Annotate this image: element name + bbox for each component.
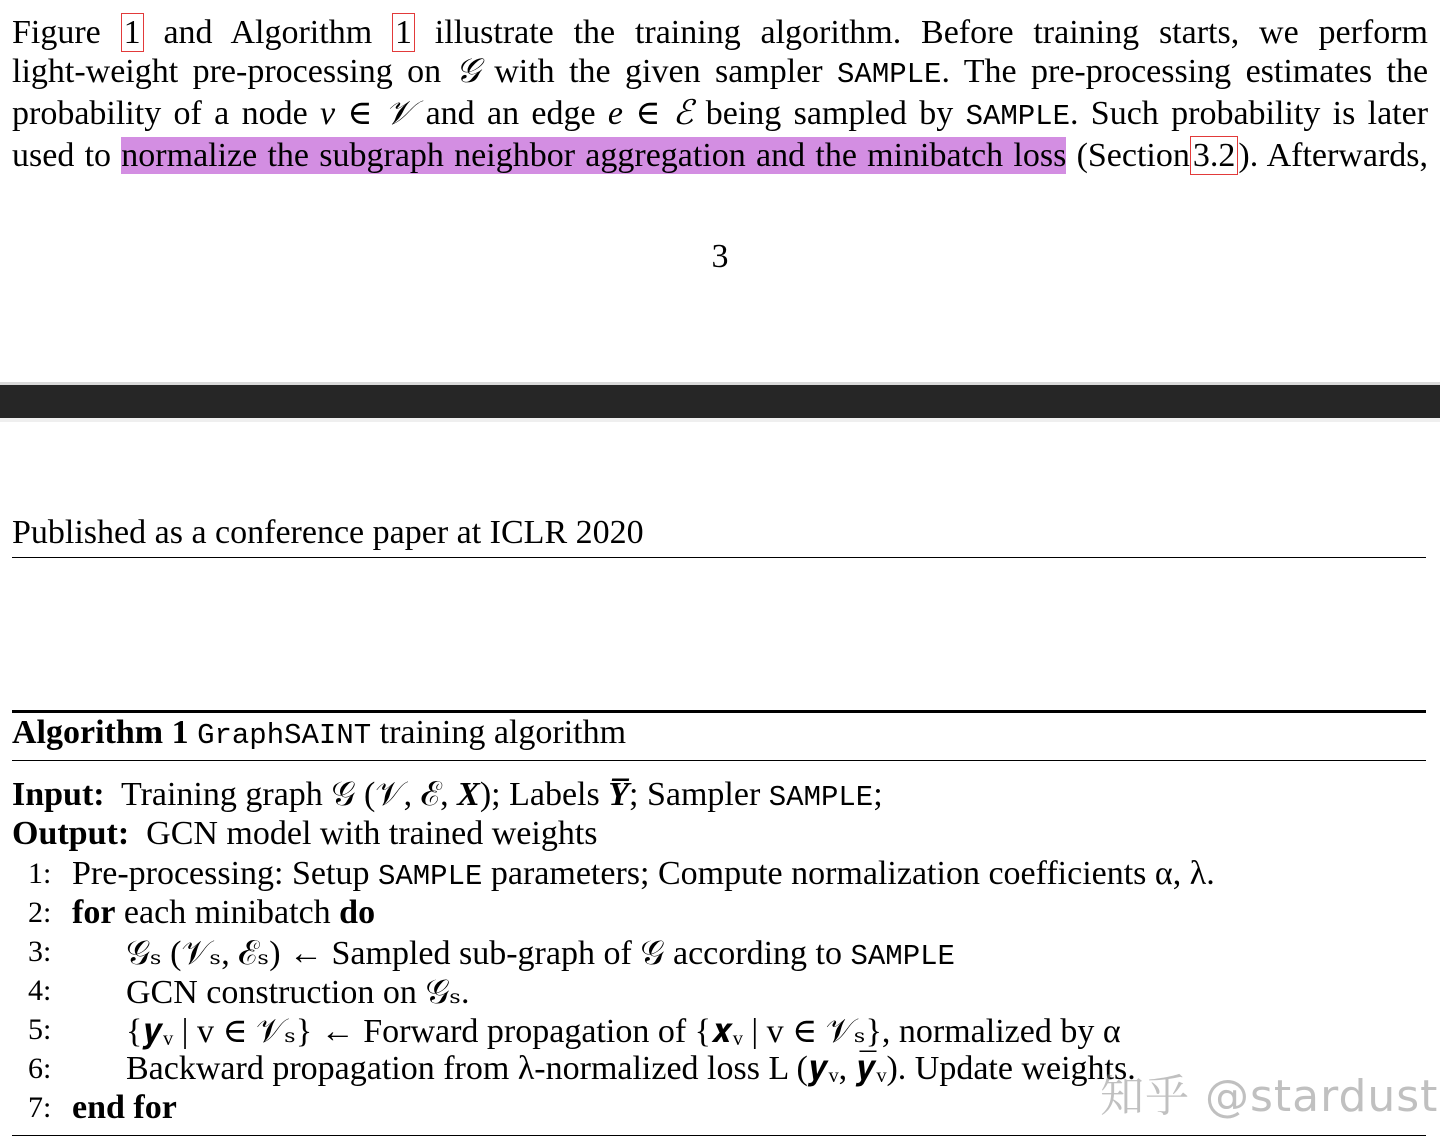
text: . Such probability is later [1069, 95, 1429, 132]
step-number: 7: [28, 1091, 52, 1124]
input-text: ); Labels [479, 776, 609, 813]
paragraph-line-3 [12, 94, 1428, 136]
algorithm-step-4 [126, 972, 470, 1012]
text: . The pre-processing estimates the [941, 53, 1429, 90]
algorithm-output [12, 815, 598, 853]
step-number: 2: [28, 896, 52, 929]
text: illustrate the training algorithm. Before training starts, we perform [434, 14, 1429, 51]
algorithm-title [12, 714, 626, 752]
code-sample: SAMPLE [850, 940, 955, 973]
header-rule [12, 557, 1426, 558]
input-label: Input: [12, 776, 105, 813]
code-sample: SAMPLE [837, 58, 942, 91]
keyword-end-for: end for [72, 1089, 177, 1126]
step-number: 3: [28, 935, 52, 968]
text: Figure [12, 14, 101, 51]
input-y: Y̅ [608, 776, 630, 813]
text: ). Afterwards, [1238, 137, 1429, 174]
step-text: Pre-processing: Setup [72, 855, 378, 892]
code-sample: SAMPLE [768, 781, 874, 814]
algorithm-input [12, 776, 883, 814]
algorithm-mid-rule [12, 760, 1426, 761]
code-sample: SAMPLE [377, 860, 483, 893]
input-text: ; Sampler [629, 776, 769, 813]
math-edge: e ∈ ℰ [607, 95, 694, 132]
algorithm-step-7 [72, 1089, 177, 1127]
text: and Algorithm [163, 14, 373, 51]
step-number: 6: [28, 1052, 52, 1085]
step-text: 𝒢ₛ (𝒱ₛ, ℰₛ) ← Sampled sub-graph of 𝒢 according to [126, 935, 851, 972]
output-label: Output: [12, 815, 130, 852]
section-ref-link[interactable]: 3.2 [1190, 136, 1239, 175]
text: used to [12, 137, 112, 174]
watermark: 知乎 @stardust [1100, 1071, 1439, 1122]
text: probability of a node [12, 95, 308, 132]
step-text: parameters; Compute normalization coefficients α, λ. [482, 855, 1215, 892]
paragraph-line-2 [12, 52, 1428, 94]
algorithm-title-text: training algorithm [379, 714, 627, 751]
paragraph-line-4 [12, 136, 1428, 175]
code-sample: SAMPLE [965, 100, 1070, 133]
algorithm-step-6 [126, 1050, 1136, 1088]
math-graph: 𝒢 [455, 53, 480, 90]
step-number: 5: [28, 1013, 52, 1046]
algorithm-step-1 [72, 855, 1215, 893]
input-text: Training graph 𝒢 (𝒱, ℰ, [121, 776, 458, 813]
step-text: {𝒚ᵥ | v ∈ 𝒱ₛ} ← Forward propagation of {𝒙ᵥ | v ∈ 𝒱ₛ}, normalized by α [126, 1013, 1121, 1050]
math-node: v ∈ 𝒱 [320, 95, 414, 132]
step-text: each minibatch [115, 894, 340, 931]
algorithm-step-2 [72, 894, 375, 932]
body-paragraph [12, 13, 1428, 175]
page-gap [0, 418, 1440, 422]
algorithm-label: Algorithm 1 [12, 714, 189, 751]
paragraph-line-1 [12, 13, 1428, 52]
input-x: X [457, 776, 480, 813]
algorithm-top-rule [12, 710, 1426, 713]
running-header: Published as a conference paper at ICLR 2020 [12, 514, 644, 551]
text: and an edge [425, 95, 596, 132]
step-text: Backward propagation from λ-normalized loss L (𝒚ᵥ, 𝒚̅ᵥ). Update weights. [126, 1050, 1136, 1087]
step-number: 1: [28, 857, 52, 890]
keyword-do: do [339, 894, 376, 931]
step-number: 4: [28, 974, 52, 1007]
text: light-weight pre-processing on [12, 53, 442, 90]
output-text: GCN model with trained weights [146, 815, 598, 852]
algorithm-step-5 [126, 1011, 1121, 1051]
page-separator [0, 382, 1440, 418]
highlighted-text[interactable]: normalize the subgraph neighbor aggregation and the minibatch loss [121, 137, 1067, 174]
text: being sampled by [705, 95, 954, 132]
input-text: ; [873, 776, 883, 813]
text: (Section [1076, 137, 1190, 174]
page-number: 3 [711, 238, 729, 275]
algorithm-bottom-rule [12, 1135, 1426, 1136]
algorithm-name: GraphSAINT [197, 719, 372, 752]
algorithm-ref-link[interactable]: 1 [392, 13, 415, 52]
algorithm-step-3 [126, 933, 955, 973]
text: with the given sampler [494, 53, 823, 90]
step-text: GCN construction on 𝒢ₛ. [126, 974, 470, 1011]
keyword-for: for [72, 894, 116, 931]
figure-ref-link[interactable]: 1 [121, 13, 144, 52]
page-top-section [0, 0, 1440, 382]
